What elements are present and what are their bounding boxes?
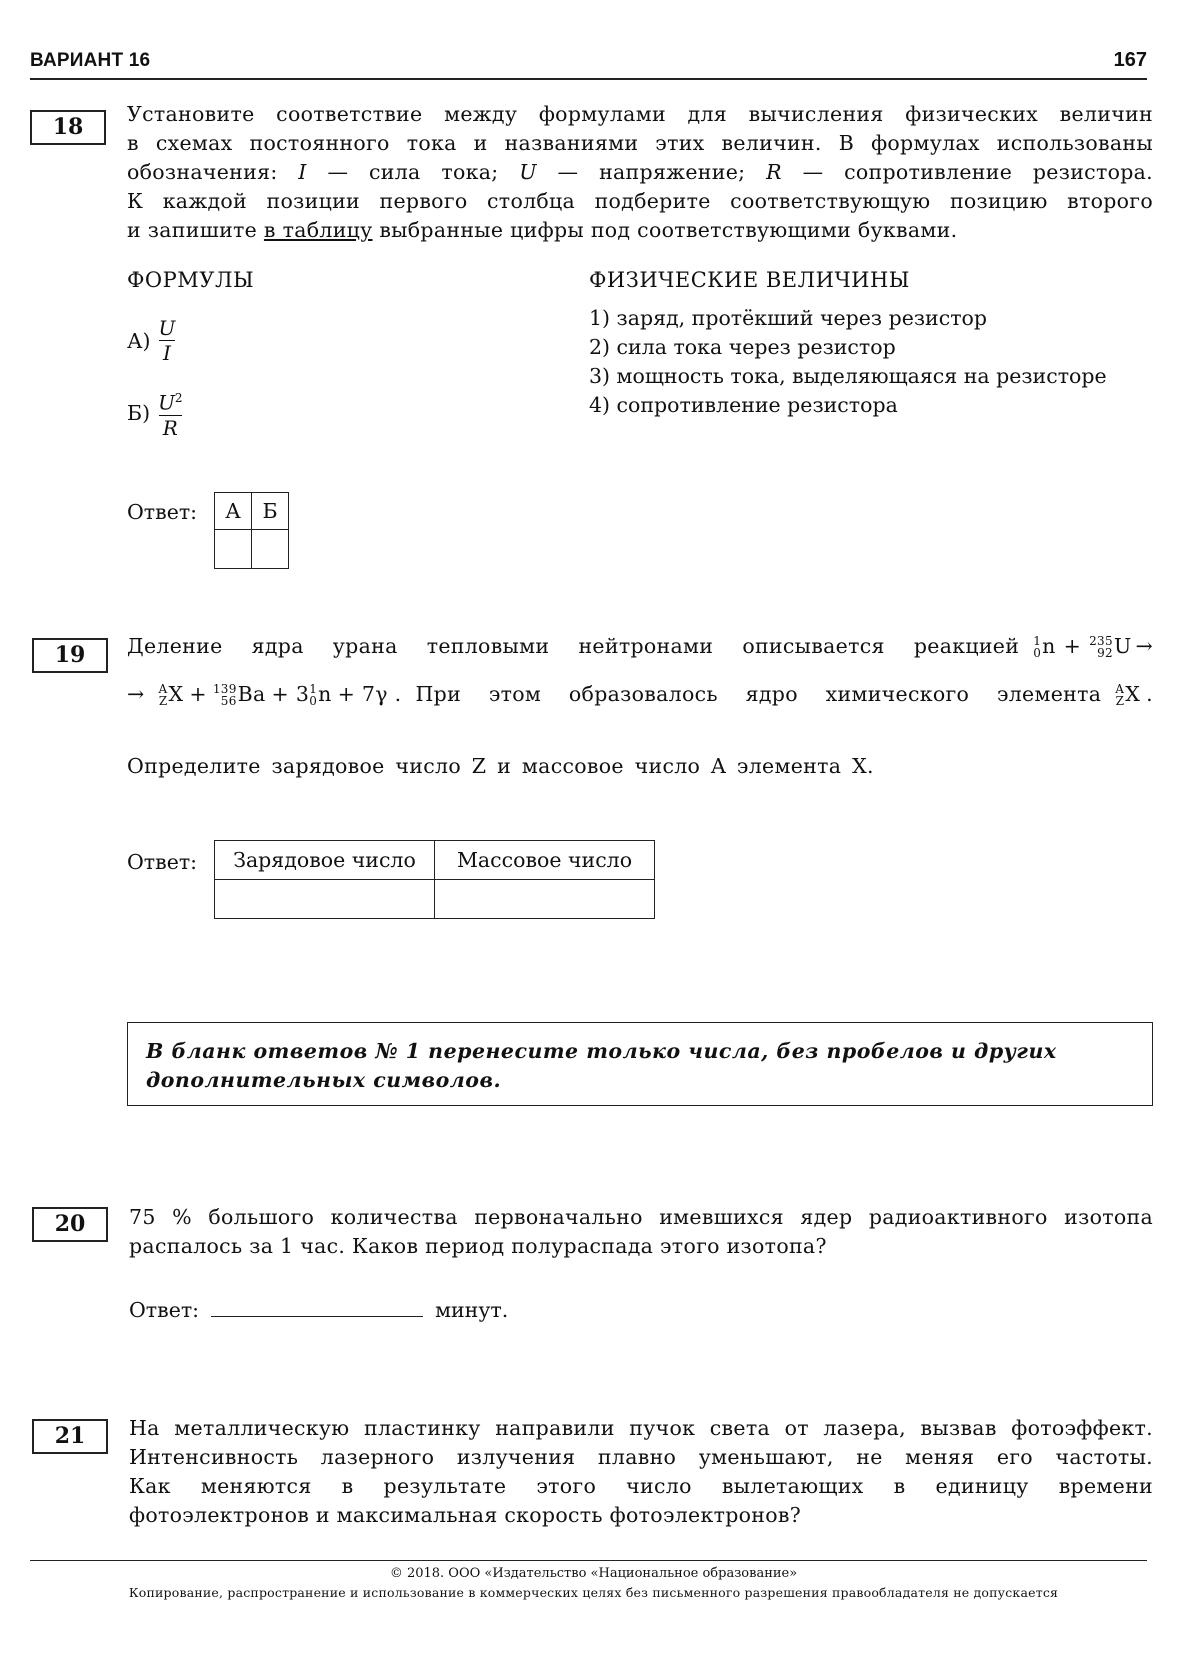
q21-line-4: фотоэлектронов и максимальная скорость фотоэлектронов? [129, 1503, 802, 1527]
q18-line-1: Установите соответствие между формулами для вычисления физических величин [127, 102, 1153, 126]
question-18-text [127, 100, 1153, 245]
formula-a [127, 316, 179, 365]
answer-table-link: в таблицу [263, 218, 373, 242]
q19-line-1: Деление ядра урана тепловыми нейтронами описывается реакцией 1 0 n + 235 92 U → [127, 633, 1153, 660]
q21-line-3: Как меняются в результате этого число вылетающих в единицу времени [129, 1474, 1153, 1498]
page-number: 167 [1113, 49, 1147, 71]
formula-b [127, 386, 187, 440]
q19-question: Определите зарядовое число Z и массовое число A элемента X. [127, 754, 874, 778]
q18-answer-table [214, 492, 289, 569]
quantity-item: 4) сопротивление резистора [589, 393, 898, 417]
barium-symbol: 139 56 Ba [212, 681, 266, 708]
formula-b-label: Б) [127, 400, 151, 425]
q18-line-5: и запишите в таблицу выбранные цифры под соответствующими буквами. [127, 218, 958, 242]
quantity-item: 2) сила тока через резистор [589, 335, 896, 359]
variant-label: ВАРИАНТ 16 [30, 50, 151, 71]
q20-answer [129, 1294, 508, 1322]
neutron-symbol: 1 0 n [1033, 633, 1056, 660]
charge-number-cell[interactable] [215, 880, 435, 919]
formulas-heading: ФОРМУЛЫ [127, 268, 255, 292]
arrow-icon: → [127, 682, 145, 706]
element-x-symbol: A Z X [1115, 681, 1141, 708]
q21-line-2: Интенсивность лазерного излучения плавно уменьшают, не меняя его частоты. [129, 1445, 1153, 1469]
question-21-number: 21 [32, 1419, 108, 1454]
answer-sheet-notice: В бланк ответов № 1 перенесите только числа, без пробелов и других дополнительных символов. [127, 1022, 1153, 1106]
q18-line-4: К каждой позиции первого столбца подберите соответствующую позицию второго [127, 189, 1153, 213]
question-18-number: 18 [30, 110, 106, 145]
question-21-text [129, 1414, 1153, 1530]
q20-answer-blank[interactable] [211, 1294, 423, 1317]
header-divider [30, 78, 1147, 80]
answer-col-b: Б [252, 493, 289, 530]
question-20-text [129, 1203, 1153, 1261]
footer-divider [30, 1560, 1147, 1561]
q18-answer-label: Ответ: [127, 500, 198, 524]
q20-line-2: распалось за 1 час. Каков период полураспада этого изотопа? [129, 1234, 827, 1258]
element-x-symbol: A Z X [158, 681, 184, 708]
footer-copyright: © 2018. ООО «Издательство «Национальное образование» [389, 1566, 798, 1581]
quantity-item: 1) заряд, протёкший через резистор [589, 306, 988, 330]
question-20-number: 20 [32, 1207, 108, 1242]
arrow-icon: → [1135, 634, 1153, 658]
q21-line-1: На металлическую пластинку направили пучок света от лазера, вызвав фотоэффект. [129, 1416, 1153, 1440]
question-19-number: 19 [32, 638, 108, 673]
formula-a-fraction: $\frac{U}{I}$ [158, 316, 176, 365]
q19-line-2: → A Z X + 139 56 Ba + 3 1 0 n + 7γ . При этом образовалось ядро химического элемента A Z X . [127, 681, 1153, 708]
q18-line-2: в схемах постоянного тока и названиями этих величин. В формулах использованы [127, 131, 1153, 155]
mass-number-header: Массовое число [435, 841, 655, 880]
q20-answer-label: Ответ: [129, 1298, 200, 1322]
q20-unit: минут. [435, 1298, 509, 1322]
quantities-heading: ФИЗИЧЕСКИЕ ВЕЛИЧИНЫ [589, 268, 910, 292]
quantity-item: 3) мощность тока, выделяющаяся на резисторе [589, 364, 1107, 388]
neutron-symbol: 1 0 n [309, 681, 332, 708]
q19-answer-label: Ответ: [127, 850, 198, 874]
q20-line-1: 75 % большого количества первоначально имевшихся ядер радиоактивного изотопа [129, 1205, 1153, 1229]
q19-answer-table [214, 840, 655, 919]
charge-number-header: Зарядовое число [215, 841, 435, 880]
mass-number-cell[interactable] [435, 880, 655, 919]
uranium-symbol: 235 92 U [1089, 633, 1132, 660]
formula-a-label: А) [127, 328, 151, 353]
footer-notice: Копирование, распространение и использование в коммерческих целях без письменного разрешения правообладателя не допускается [128, 1585, 1059, 1600]
quantities-list [589, 304, 1107, 420]
answer-col-a: А [215, 493, 252, 530]
answer-cell-b[interactable] [252, 530, 289, 569]
formula-b-fraction: $\frac{U^2}{R}$ [158, 390, 183, 440]
answer-cell-a[interactable] [215, 530, 252, 569]
q18-line-3: обозначения: I — сила тока; U — напряжение; R — сопротивление резистора. [127, 160, 1153, 184]
